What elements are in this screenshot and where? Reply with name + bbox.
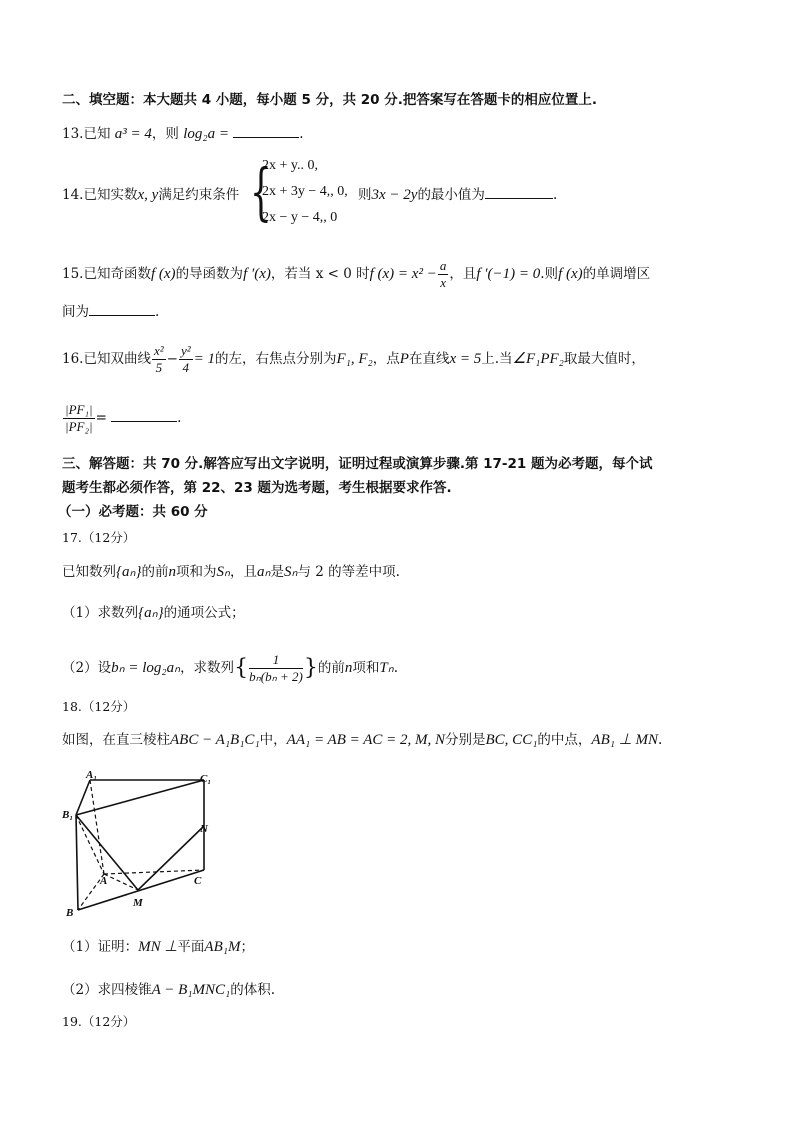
q17-p1b: 的通项公式； xyxy=(163,605,245,621)
q15-cond: f ′(−1) = 0 xyxy=(476,266,541,282)
q15-answer-blank[interactable] xyxy=(89,302,155,316)
q17-number: 17.（12分） xyxy=(62,530,136,545)
label-B: B xyxy=(66,907,74,919)
q18-part2 xyxy=(62,980,275,1000)
q16-frac-x-top: x² xyxy=(153,343,164,358)
label-N: N xyxy=(200,823,208,835)
q14-prefix: 14.已知实数 xyxy=(62,187,138,203)
label-B1: B₁ xyxy=(62,809,74,821)
q18-stem-d: 的中点， xyxy=(537,732,592,748)
q14-answer-blank[interactable] xyxy=(485,185,553,199)
left-curly: { xyxy=(234,655,249,681)
q18-stem-a: 如图，在直三棱柱 xyxy=(62,732,170,748)
q17-stem-c: 项和为 xyxy=(175,564,217,580)
q14-constraint-system xyxy=(250,155,360,230)
q18-stem-b: 中， xyxy=(259,732,287,748)
prism-figure xyxy=(62,770,222,920)
q16-mid2: ，点 xyxy=(372,351,400,367)
q16-minus: − xyxy=(166,351,178,367)
q18-p2b: A − B₁MNC₁ xyxy=(151,982,231,998)
q18-cond: AA₁ = AB = AC = 2, M, N xyxy=(286,732,446,748)
q17-p2n: n xyxy=(344,660,353,676)
section2-heading: 二、填空题：本大题共 4 小题，每小题 5 分，共 20 分.把答案写在答题卡的相应位置上. xyxy=(62,92,598,108)
q16-answer-blank[interactable] xyxy=(111,408,177,422)
q16-mid3: 在直线 xyxy=(408,351,450,367)
q17-p1set: {aₙ} xyxy=(138,605,164,621)
question-16-line2 xyxy=(62,402,181,435)
q17-Sn2: Sₙ xyxy=(283,564,298,580)
q14-tail xyxy=(358,185,557,205)
q16-ratio xyxy=(63,402,95,435)
section3-heading-1: 三、解答题：共 70 分.解答应写出文字说明，证明过程或演算步骤.第 17-21 题为必考题，每个试 xyxy=(62,456,653,472)
q13-expr: a³ = 4 xyxy=(114,126,152,142)
q18-p1d: AB₁M xyxy=(204,939,241,955)
question-14 xyxy=(62,185,239,205)
q18-p1b: MN ⊥ xyxy=(138,939,178,955)
q16-mid: 的左，右焦点分别为 xyxy=(215,351,337,367)
q14-then: 则 xyxy=(358,187,372,203)
q17-part2 xyxy=(62,652,398,685)
label-C: C xyxy=(194,875,202,887)
q18-mids: BC, CC₁ xyxy=(485,732,538,748)
q15-fpx: f ′(x) xyxy=(243,266,271,282)
q17-Sn: Sₙ xyxy=(216,564,230,580)
q16-ratio-eq: = xyxy=(95,410,107,426)
q16-frac-x xyxy=(152,343,166,376)
q18-end: . xyxy=(658,732,663,748)
q13-log: log₂a = xyxy=(183,126,229,142)
q18-p2c: 的体积. xyxy=(230,982,276,998)
right-curly: } xyxy=(303,655,318,681)
q16-mid5: 取最大值时， xyxy=(563,351,645,367)
q16-frac-x-bottom: 5 xyxy=(155,360,163,375)
q15-frac-top: a xyxy=(439,258,447,273)
q18-prism: ABC − A₁B₁C₁ xyxy=(170,732,260,748)
q17-stem-a: 已知数列 xyxy=(62,564,116,580)
edge-B1C1 xyxy=(76,780,204,815)
q15-fx2: f (x) xyxy=(558,266,583,282)
question-16-line1 xyxy=(62,343,645,376)
label-A: A xyxy=(100,875,108,887)
q14-constraint-1: 2x + y.. 0, xyxy=(262,158,318,173)
edge-BB1 xyxy=(76,815,78,910)
q17-stem-b: 的前 xyxy=(141,564,169,580)
q14-ask: 的最小值为 xyxy=(417,187,485,203)
q17-fraction xyxy=(249,652,303,685)
q16-foci: F₁, F₂ xyxy=(336,351,373,367)
q19-number: 19.（12分） xyxy=(62,1014,136,1029)
q13-prefix: 13.已知 xyxy=(62,126,111,142)
q18-p1a: （1）证明： xyxy=(62,939,139,955)
q17-stem-d: ，且 xyxy=(229,564,257,580)
q16-mid4: 上.当 xyxy=(481,351,513,367)
q17-frac-bottom: bₙ(bₙ + 2) xyxy=(249,669,303,684)
q13-answer-blank[interactable] xyxy=(233,124,299,138)
question-15-line1 xyxy=(62,258,650,291)
question-13 xyxy=(62,124,304,144)
section3-sub: （一）必考题：共 60 分 xyxy=(58,504,208,520)
q18-stem-c: 分别是 xyxy=(445,732,486,748)
q16-ratio-bottom: |PF₂| xyxy=(65,419,93,434)
q16-end: . xyxy=(177,410,182,426)
q17-p1a: （1）求数列 xyxy=(62,605,139,621)
q15-end: . xyxy=(155,304,160,320)
q14-constraint-3: 2x − y − 4,, 0 xyxy=(262,210,338,225)
q15-text-d: ，且 xyxy=(449,266,477,282)
q15-text-e: .则 xyxy=(540,266,559,282)
q13-end: . xyxy=(299,126,304,142)
q16-eq: = 1 xyxy=(193,351,216,367)
q17-an: aₙ xyxy=(256,564,271,580)
q16-frac-y-top: y² xyxy=(180,343,191,358)
q14-end: . xyxy=(552,187,558,203)
q17-frac-top: 1 xyxy=(249,652,303,669)
q18-p1e: ； xyxy=(240,939,254,955)
label-M: M xyxy=(133,897,143,909)
question-15-line2 xyxy=(62,302,159,322)
q15-fraction xyxy=(438,258,449,291)
q17-an-set: {aₙ} xyxy=(116,564,142,580)
q18-p1c: 平面 xyxy=(177,939,205,955)
q18-perp: AB₁ ⊥ MN xyxy=(591,732,659,748)
q14-vars: x, y xyxy=(137,187,159,203)
edge-A1B1 xyxy=(76,780,90,815)
q16-ratio-top: |PF₁| xyxy=(65,402,93,417)
q15-text-c: ，若当 x < 0 时 xyxy=(270,266,370,282)
q17-part1 xyxy=(62,603,245,623)
q17-Tn: Tₙ xyxy=(379,660,394,676)
q14-objective: 3x − 2y xyxy=(371,187,418,203)
section3-heading-2: 题考生都必须作答，第 22、23 题为选考题，考生根据要求作答. xyxy=(62,480,452,496)
q17-stem-e: 是 xyxy=(270,564,284,580)
q17-stem xyxy=(62,562,400,582)
q15-text-f: 的单调增区 xyxy=(582,266,651,282)
q14-middle: 满足约束条件 xyxy=(158,187,240,203)
q17-stem-f: 与 2 的等差中项. xyxy=(297,564,400,580)
q17-n: n xyxy=(168,564,176,580)
q15-text-a: 15.已知奇函数 xyxy=(62,266,151,282)
q15-feq: f (x) = x² − xyxy=(369,266,437,282)
label-C1: C₁ xyxy=(200,773,212,785)
q16-frac-y xyxy=(179,343,193,376)
q18-stem xyxy=(62,730,662,750)
q17-p2a: （2）设 xyxy=(62,660,112,676)
q17-p2c: 的前 xyxy=(317,660,345,676)
q15-fx: f (x) xyxy=(150,266,176,282)
q17-p2b: ，求数列 xyxy=(180,660,235,676)
segment-AM-hidden xyxy=(104,874,138,890)
q16-P: P xyxy=(399,351,409,367)
label-A1: A₁ xyxy=(86,770,98,781)
q17-end: . xyxy=(393,660,398,676)
q18-part1 xyxy=(62,937,254,957)
q17-p2d: 项和 xyxy=(352,660,380,676)
q18-number: 18.（12分） xyxy=(62,699,136,714)
q15-frac-bottom: x xyxy=(440,275,446,290)
q16-line: x = 5 xyxy=(449,351,482,367)
q17-bn-def: bₙ = log₂aₙ xyxy=(111,660,181,676)
q15-line2: 间为 xyxy=(62,304,89,320)
q15-text-b: 的导函数为 xyxy=(175,266,244,282)
q14-constraint-2: 2x + 3y − 4,, 0, xyxy=(262,184,348,199)
left-brace: { xyxy=(250,155,272,228)
q16-angle: ∠F₁PF₂ xyxy=(512,351,564,367)
q16-prefix: 16.已知双曲线 xyxy=(62,351,151,367)
q16-frac-y-bottom: 4 xyxy=(182,360,190,375)
q13-mid: ，则 xyxy=(151,126,179,142)
q18-p2a: （2）求四棱锥 xyxy=(62,982,152,998)
